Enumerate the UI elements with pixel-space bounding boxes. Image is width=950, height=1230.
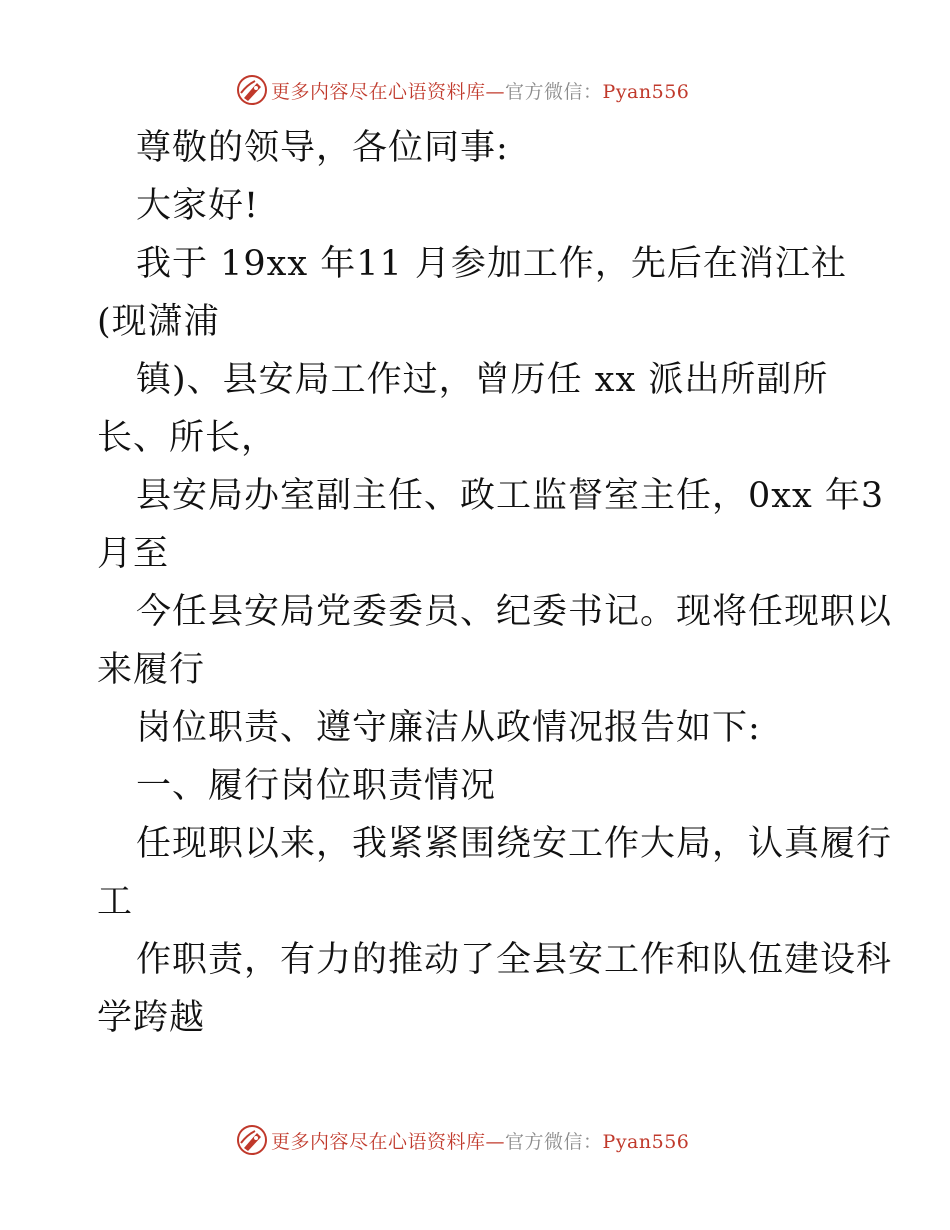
section-heading: 一、履行岗位职责情况 xyxy=(136,766,497,806)
watermark-text: 更多内容尽在心语资料库—官方微信：Pyan556 xyxy=(271,1130,690,1153)
pen-nib-logo-icon xyxy=(235,1123,269,1157)
body-line: 长、所长， xyxy=(97,418,278,458)
body-line: 工 xyxy=(97,882,134,922)
salutation-line: 尊敬的领导，各位同事: xyxy=(136,128,509,168)
body-line: 作职责，有力的推动了全县安工作和队伍建设科 xyxy=(136,940,893,980)
body-line: 我于 19xx 年11 月参加工作，先后在消江社 xyxy=(136,244,847,284)
body-line: 来履行 xyxy=(97,650,206,690)
body-line: 任现职以来，我紧紧围绕安工作大局，认真履行 xyxy=(136,824,893,864)
body-line: 月至 xyxy=(97,534,170,574)
pen-nib-logo-icon xyxy=(235,73,269,107)
body-line: 岗位职责、遵守廉洁从政情况报告如下: xyxy=(136,708,761,748)
watermark-text: 更多内容尽在心语资料库—官方微信：Pyan556 xyxy=(271,80,690,103)
greeting-line: 大家好! xyxy=(136,186,260,226)
body-line: (现潇浦 xyxy=(97,302,220,342)
body-line: 镇)、县安局工作过，曾历任 xx 派出所副所 xyxy=(136,360,829,400)
footer-watermark-banner xyxy=(235,1122,689,1158)
header-watermark-banner xyxy=(235,72,689,108)
body-line: 学跨越 xyxy=(97,998,206,1038)
body-line: 今任县安局党委委员、纪委书记。现将任现职以 xyxy=(136,592,893,632)
body-line: 县安局办室副主任、政工监督室主任，0xx 年3 xyxy=(136,476,885,516)
